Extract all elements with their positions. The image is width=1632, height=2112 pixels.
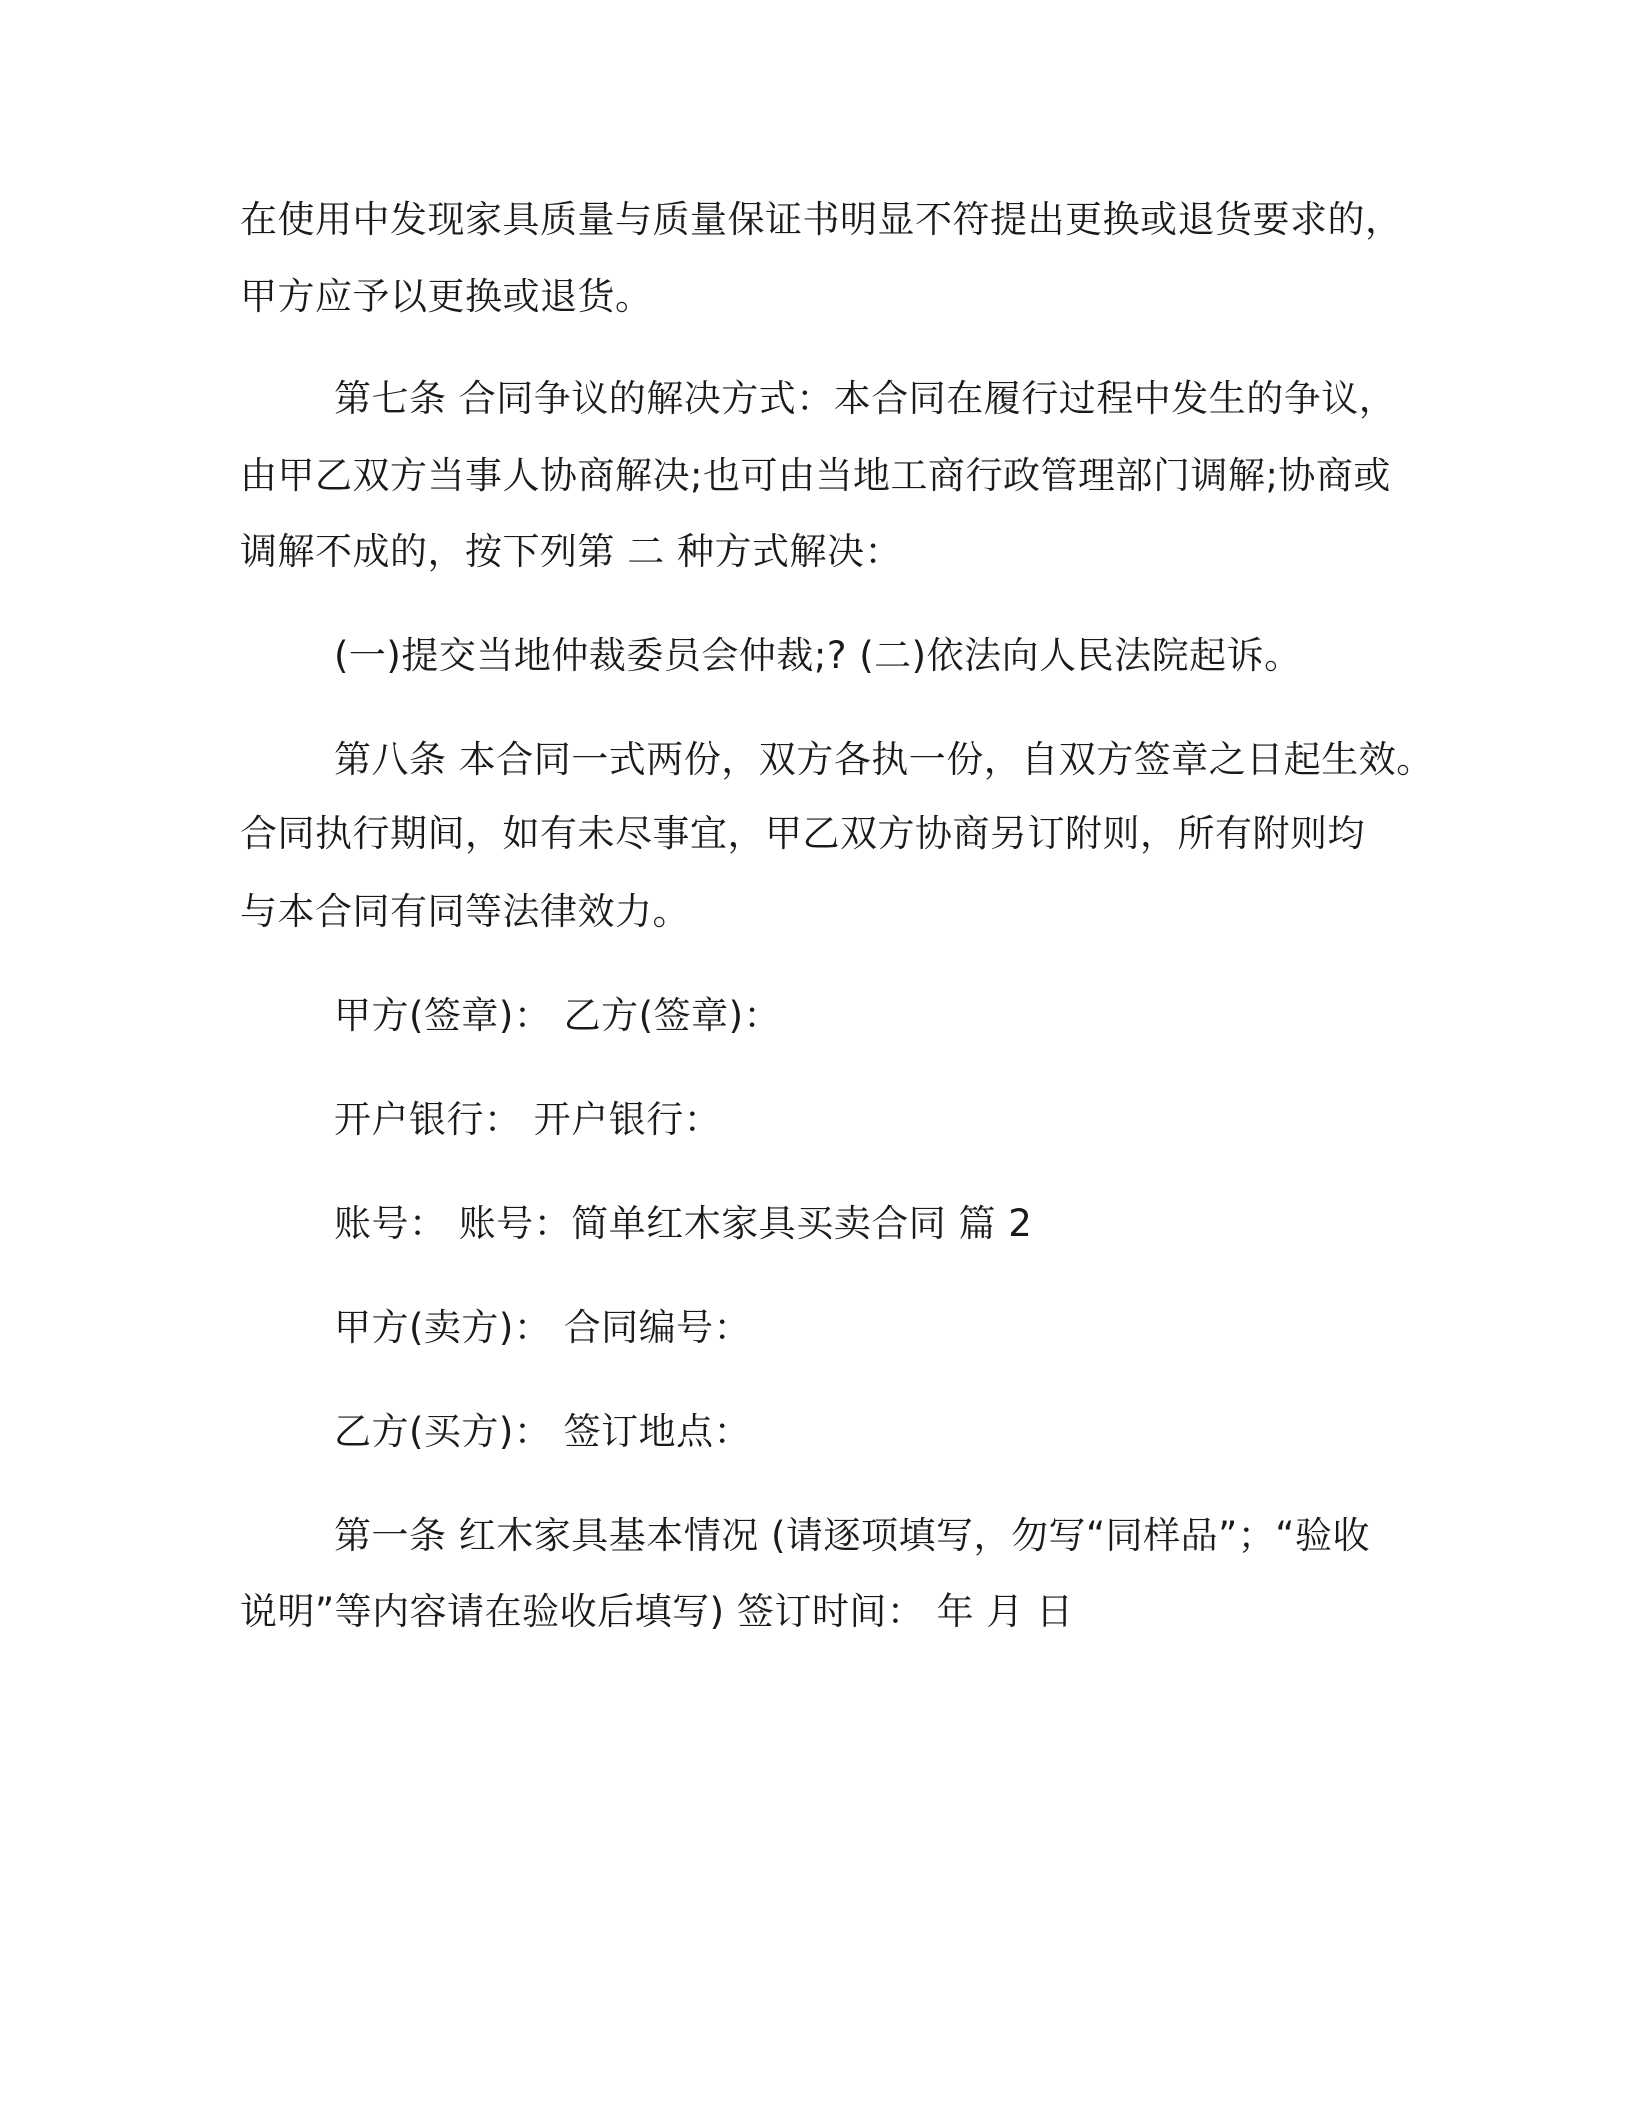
text-line: 甲方(卖方)： 合同编号：: [334, 1306, 752, 1349]
text-line: 乙方(买方)： 签订地点：: [334, 1410, 752, 1453]
text-line: 在使用中发现家具质量与质量保证书明显不符提出更换或退货要求的，: [240, 198, 1403, 241]
text-line: 第七条 合同争议的解决方式：本合同在履行过程中发生的争议，: [334, 377, 1397, 420]
text-line: 甲方应予以更换或退货。: [240, 275, 653, 318]
text-line: 说明”等内容请在验收后填写) 签订时间： 年 月 日: [240, 1590, 1074, 1633]
text-line: 由甲乙双方当事人协商解决;也可由当地工商行政管理部门调解;协商或: [240, 454, 1391, 497]
text-line: 账号： 账号：简单红木家具买卖合同 篇 2: [334, 1202, 1033, 1245]
text-line: 第一条 红木家具基本情况 (请逐项填写，勿写“同样品”；“验收: [334, 1514, 1370, 1557]
text-line: 调解不成的，按下列第 二 种方式解决：: [240, 530, 903, 573]
text-line: 第八条 本合同一式两份，双方各执一份，自双方签章之日起生效。: [334, 738, 1434, 781]
text-line: 与本合同有同等法律效力。: [240, 890, 690, 933]
text-line: 合同执行期间，如有未尽事宜，甲乙双方协商另订附则，所有附则均: [240, 812, 1365, 855]
text-line: 开户银行： 开户银行：: [334, 1098, 722, 1141]
text-line: (一)提交当地仲裁委员会仲裁;? (二)依法向人民法院起诉。: [334, 634, 1302, 677]
text-line: 甲方(签章)： 乙方(签章)：: [334, 994, 782, 1037]
